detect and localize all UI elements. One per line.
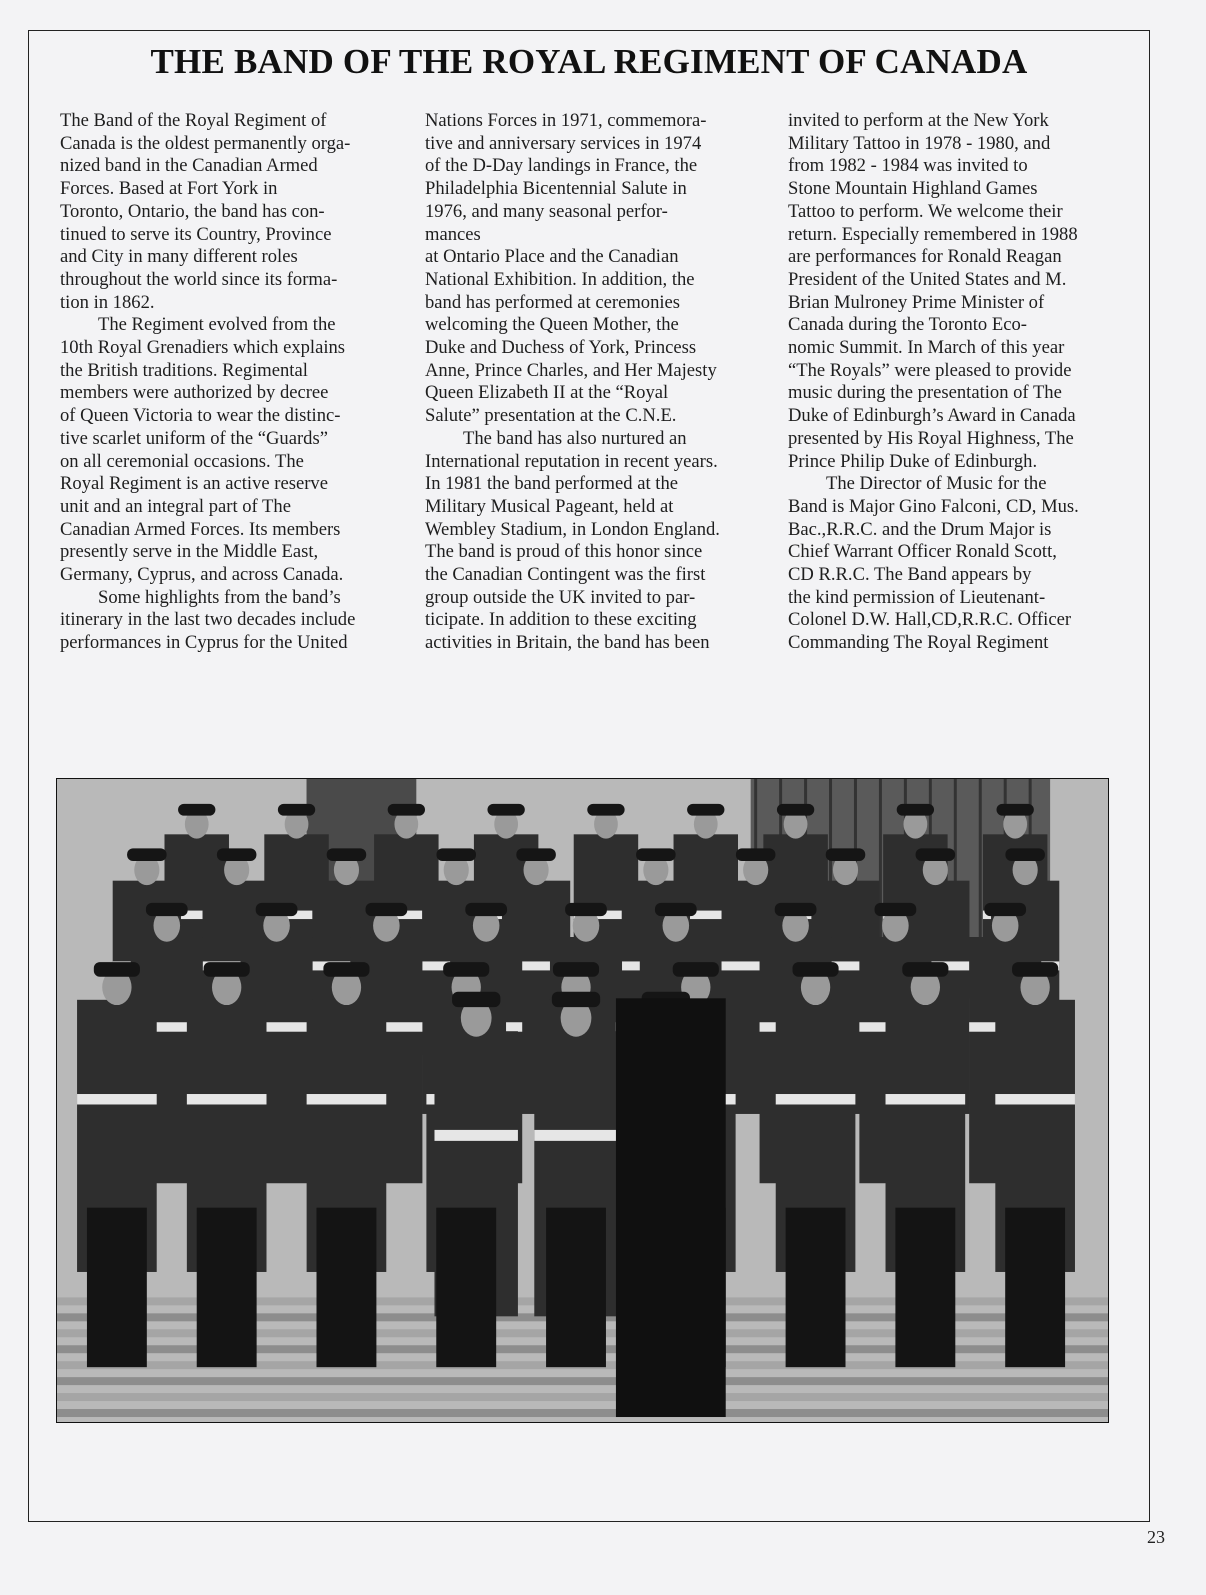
text-line: ticipate. In addition to these exciting	[425, 609, 697, 631]
text-line: Canada is the oldest permanently orga-	[60, 132, 351, 154]
soldier-belt	[187, 1094, 267, 1104]
soldier-cap	[443, 962, 489, 977]
text-line: Stone Mountain Highland Games	[788, 178, 1038, 200]
text-line: tive scarlet uniform of the “Guards”	[60, 427, 328, 449]
text-line: of Queen Victoria to wear the distinc-	[60, 405, 341, 427]
text-line: 1976, and many seasonal perfor-	[425, 200, 668, 222]
text-line: nomic Summit. In March of this year	[788, 337, 1065, 359]
text-line: are performances for Ronald Reagan	[788, 246, 1062, 268]
page-number: 23	[1147, 1527, 1165, 1547]
soldier-cap	[826, 848, 866, 861]
band-photo-illustration	[57, 779, 1108, 1422]
text-column-2	[425, 110, 720, 655]
soldier-cap	[687, 804, 724, 816]
soldier-cap	[897, 804, 934, 816]
text-line: welcoming the Queen Mother, the	[425, 314, 679, 336]
soldier-cap	[655, 903, 697, 916]
soldier-cap	[388, 804, 425, 816]
soldier-cap	[436, 848, 476, 861]
text-line: Forces. Based at Fort York in	[60, 178, 278, 200]
soldier-belt	[534, 1130, 617, 1141]
text-line: Colonel D.W. Hall,CD,R.R.C. Officer	[788, 609, 1072, 631]
soldier-cap	[553, 962, 599, 977]
soldier-cap	[452, 992, 500, 1007]
soldier-cap	[366, 903, 408, 916]
soldier-cap	[984, 903, 1026, 916]
soldier-cap	[487, 804, 524, 816]
text-line: The Band of the Royal Regiment of	[60, 110, 327, 131]
text-line: itinerary in the last two decades include	[60, 609, 356, 631]
text-line: the British traditions. Regimental	[60, 359, 308, 381]
text-line: on all ceremonial occasions. The	[60, 450, 304, 472]
band-group-photo	[56, 778, 1109, 1423]
soldier-cap	[565, 903, 607, 916]
soldier-cap	[127, 848, 167, 861]
text-line: return. Especially remembered in 1988	[788, 223, 1078, 245]
text-line: Canada during the Toronto Eco-	[788, 314, 1027, 336]
text-line: group outside the UK invited to par-	[425, 586, 696, 608]
text-line: throughout the world since its forma-	[60, 268, 338, 290]
soldier-cap	[323, 962, 369, 977]
step	[57, 1393, 1108, 1401]
text-line: the kind permission of Lieutenant-	[788, 586, 1046, 608]
drum-major-figure	[616, 998, 726, 1417]
text-line: The band has also nurtured an	[463, 427, 687, 449]
text-line: The band is proud of this honor since	[425, 541, 703, 563]
soldier-cap	[916, 848, 956, 861]
soldier-cap	[997, 804, 1034, 816]
text-line: Commanding The Royal Regiment	[788, 632, 1049, 654]
text-line: 10th Royal Grenadiers which explains	[60, 337, 346, 359]
soldier-belt	[995, 1094, 1075, 1104]
text-line: International reputation in recent years.	[425, 450, 718, 472]
soldier-cap	[736, 848, 776, 861]
soldier-cap	[1012, 962, 1058, 977]
text-line: at Ontario Place and the Canadian	[425, 246, 679, 268]
soldier-cap	[587, 804, 624, 816]
soldier-belt	[434, 1130, 517, 1141]
text-line: Duke and Duchess of York, Princess	[425, 337, 697, 359]
soldier-cap	[793, 962, 839, 977]
text-line: music during the presentation of The	[788, 382, 1062, 404]
text-line: Some highlights from the band’s	[98, 586, 341, 608]
text-line: Philadelphia Bicentennial Salute in	[425, 178, 687, 200]
soldier-trousers	[1005, 1208, 1065, 1368]
soldier-trousers	[546, 1208, 606, 1368]
soldier-trousers	[786, 1208, 846, 1368]
soldier-cap	[775, 903, 817, 916]
soldier-cap	[278, 804, 315, 816]
text-line: The Director of Music for the	[826, 473, 1047, 495]
text-line: Tattoo to perform. We welcome their	[788, 200, 1063, 222]
text-line: Queen Elizabeth II at the “Royal	[425, 382, 669, 404]
soldier-cap	[777, 804, 814, 816]
text-line: Bac.,R.R.C. and the Drum Major is	[788, 518, 1052, 540]
soldier-cap	[327, 848, 367, 861]
soldier-cap	[217, 848, 257, 861]
text-line: presently serve in the Middle East,	[60, 541, 319, 563]
text-line: nized band in the Canadian Armed	[60, 155, 318, 177]
text-line: Band is Major Gino Falconi, CD, Mus.	[788, 495, 1079, 517]
text-line: CD R.R.C. The Band appears by	[788, 564, 1032, 586]
text-line: Duke of Edinburgh’s Award in Canada	[788, 405, 1076, 427]
soldier-cap	[94, 962, 140, 977]
text-column-3	[788, 110, 1079, 655]
text-line: mances	[425, 223, 481, 245]
text-line: and City in many different roles	[60, 246, 298, 268]
soldier-cap	[636, 848, 676, 861]
text-line: tion in 1862.	[60, 291, 155, 313]
soldier-cap	[552, 992, 600, 1007]
page-title: THE BAND OF THE ROYAL REGIMENT OF CANADA	[150, 42, 1028, 81]
soldier-trousers	[87, 1208, 147, 1368]
text-line: invited to perform at the New York	[788, 110, 1049, 131]
soldier-trousers	[895, 1208, 955, 1368]
soldier-cap	[204, 962, 250, 977]
soldier-cap	[673, 962, 719, 977]
soldier-cap	[178, 804, 215, 816]
text-line: tive and anniversary services in 1974	[425, 132, 702, 154]
step	[57, 1377, 1108, 1385]
text-line: National Exhibition. In addition, the	[425, 268, 695, 290]
soldier-trousers	[436, 1208, 496, 1368]
soldier-belt	[77, 1094, 157, 1104]
soldier-cap	[465, 903, 507, 916]
soldier-trousers	[317, 1208, 377, 1368]
step	[57, 1409, 1108, 1417]
text-line: Military Musical Pageant, held at	[425, 495, 674, 517]
text-line: tinued to serve its Country, Province	[60, 223, 332, 245]
text-line: Brian Mulroney Prime Minister of	[788, 291, 1045, 313]
text-line: Germany, Cyprus, and across Canada.	[60, 564, 344, 586]
text-line: President of the United States and M.	[788, 268, 1067, 290]
soldier-cap	[875, 903, 917, 916]
text-line: Prince Philip Duke of Edinburgh.	[788, 450, 1038, 472]
text-line: Toronto, Ontario, the band has con-	[60, 200, 325, 222]
text-line: Wembley Stadium, in London England.	[425, 518, 720, 540]
text-line: members were authorized by decree	[60, 382, 329, 404]
soldier-cap	[902, 962, 948, 977]
text-line: unit and an integral part of The	[60, 495, 291, 517]
text-line: band has performed at ceremonies	[425, 291, 681, 313]
text-line: Salute” presentation at the C.N.E.	[425, 405, 677, 427]
text-line: “The Royals” were pleased to provide	[788, 359, 1072, 381]
text-line: Military Tattoo in 1978 - 1980, and	[788, 132, 1051, 154]
text-line: Anne, Prince Charles, and Her Majesty	[425, 359, 717, 381]
text-line: performances in Cyprus for the United	[60, 632, 348, 654]
soldier-belt	[776, 1094, 856, 1104]
text-line: of the D-Day landings in France, the	[425, 155, 698, 177]
soldier-cap	[146, 903, 188, 916]
text-line: from 1982 - 1984 was invited to	[788, 155, 1028, 177]
soldier-cap	[1005, 848, 1045, 861]
soldier-cap	[516, 848, 556, 861]
text-line: Nations Forces in 1971, commemora-	[425, 110, 707, 131]
text-line: In 1981 the band performed at the	[425, 473, 678, 495]
text-line: Royal Regiment is an active reserve	[60, 473, 328, 495]
soldier-belt	[307, 1094, 387, 1104]
soldier-belt	[886, 1094, 966, 1104]
text-line: Canadian Armed Forces. Its members	[60, 518, 341, 540]
soldier-cap	[256, 903, 298, 916]
text-line: activities in Britain, the band has been	[425, 632, 710, 654]
soldier-trousers	[197, 1208, 257, 1368]
text-line: The Regiment evolved from the	[98, 314, 336, 336]
text-column-1	[60, 110, 355, 655]
text-line: presented by His Royal Highness, The	[788, 427, 1074, 449]
text-line: Chief Warrant Officer Ronald Scott,	[788, 541, 1057, 563]
text-line: the Canadian Contingent was the first	[425, 564, 706, 586]
